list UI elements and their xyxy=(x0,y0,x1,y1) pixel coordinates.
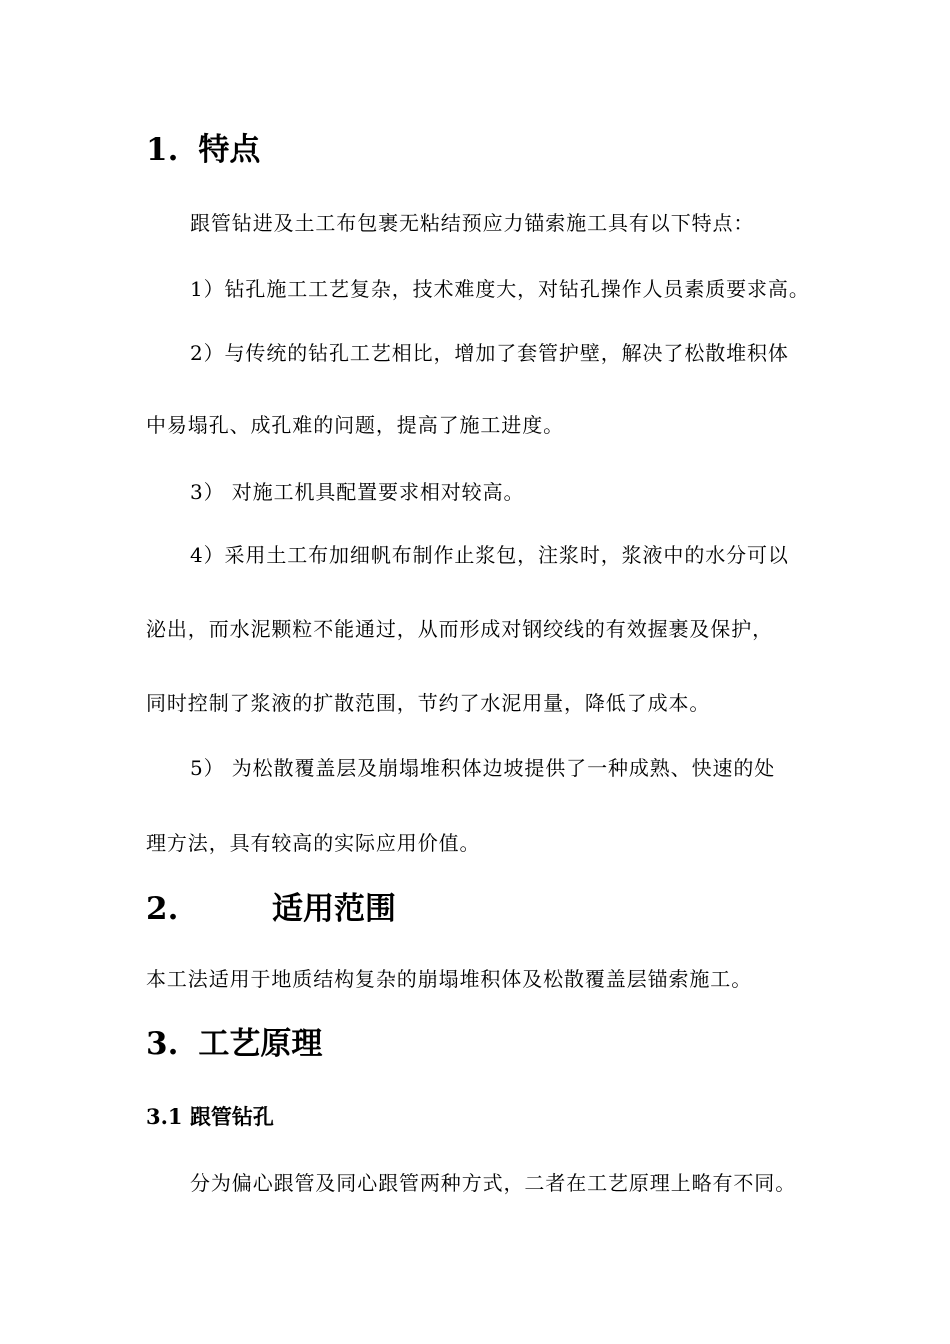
paragraph: 3） 对施工机具配置要求相对较高。 xyxy=(190,480,525,504)
section-title: 特点 xyxy=(198,132,261,168)
paragraph: 分为偏心跟管及同心跟管两种方式，二者在工艺原理上略有不同。 xyxy=(190,1171,797,1195)
section-1-heading xyxy=(146,132,261,168)
section-title: 工艺原理 xyxy=(198,1026,323,1062)
subsection-heading: 3.1 跟管钻孔 xyxy=(146,1104,274,1129)
paragraph: 2）与传统的钻孔工艺相比，增加了套管护壁，解决了松散堆积体 xyxy=(190,341,789,365)
section-3-heading xyxy=(146,1026,323,1062)
section-number: 2. xyxy=(146,891,179,927)
section-number: 1. xyxy=(146,132,179,168)
paragraph: 跟管钻进及土工布包裹无粘结预应力锚索施工具有以下特点： xyxy=(190,211,755,235)
paragraph: 理方法，具有较高的实际应用价值。 xyxy=(146,831,481,855)
section-number: 3. xyxy=(146,1026,179,1062)
paragraph: 4）采用土工布加细帆布制作止浆包，注浆时，浆液中的水分可以 xyxy=(190,543,789,567)
section-2-heading xyxy=(146,891,396,927)
paragraph: 本工法适用于地质结构复杂的崩塌堆积体及松散覆盖层锚索施工。 xyxy=(146,967,753,991)
paragraph: 泌出，而水泥颗粒不能通过，从而形成对钢绞线的有效握裹及保护， xyxy=(146,617,773,641)
paragraph: 中易塌孔、成孔难的问题，提高了施工进度。 xyxy=(146,413,564,437)
section-title: 适用范围 xyxy=(272,891,396,927)
paragraph: 同时控制了浆液的扩散范围，节约了水泥用量，降低了成本。 xyxy=(146,691,711,715)
paragraph: 5） 为松散覆盖层及崩塌堆积体边坡提供了一种成熟、快速的处 xyxy=(190,756,776,780)
paragraph: 1）钻孔施工工艺复杂，技术难度大，对钻孔操作人员素质要求高。 xyxy=(190,277,810,301)
